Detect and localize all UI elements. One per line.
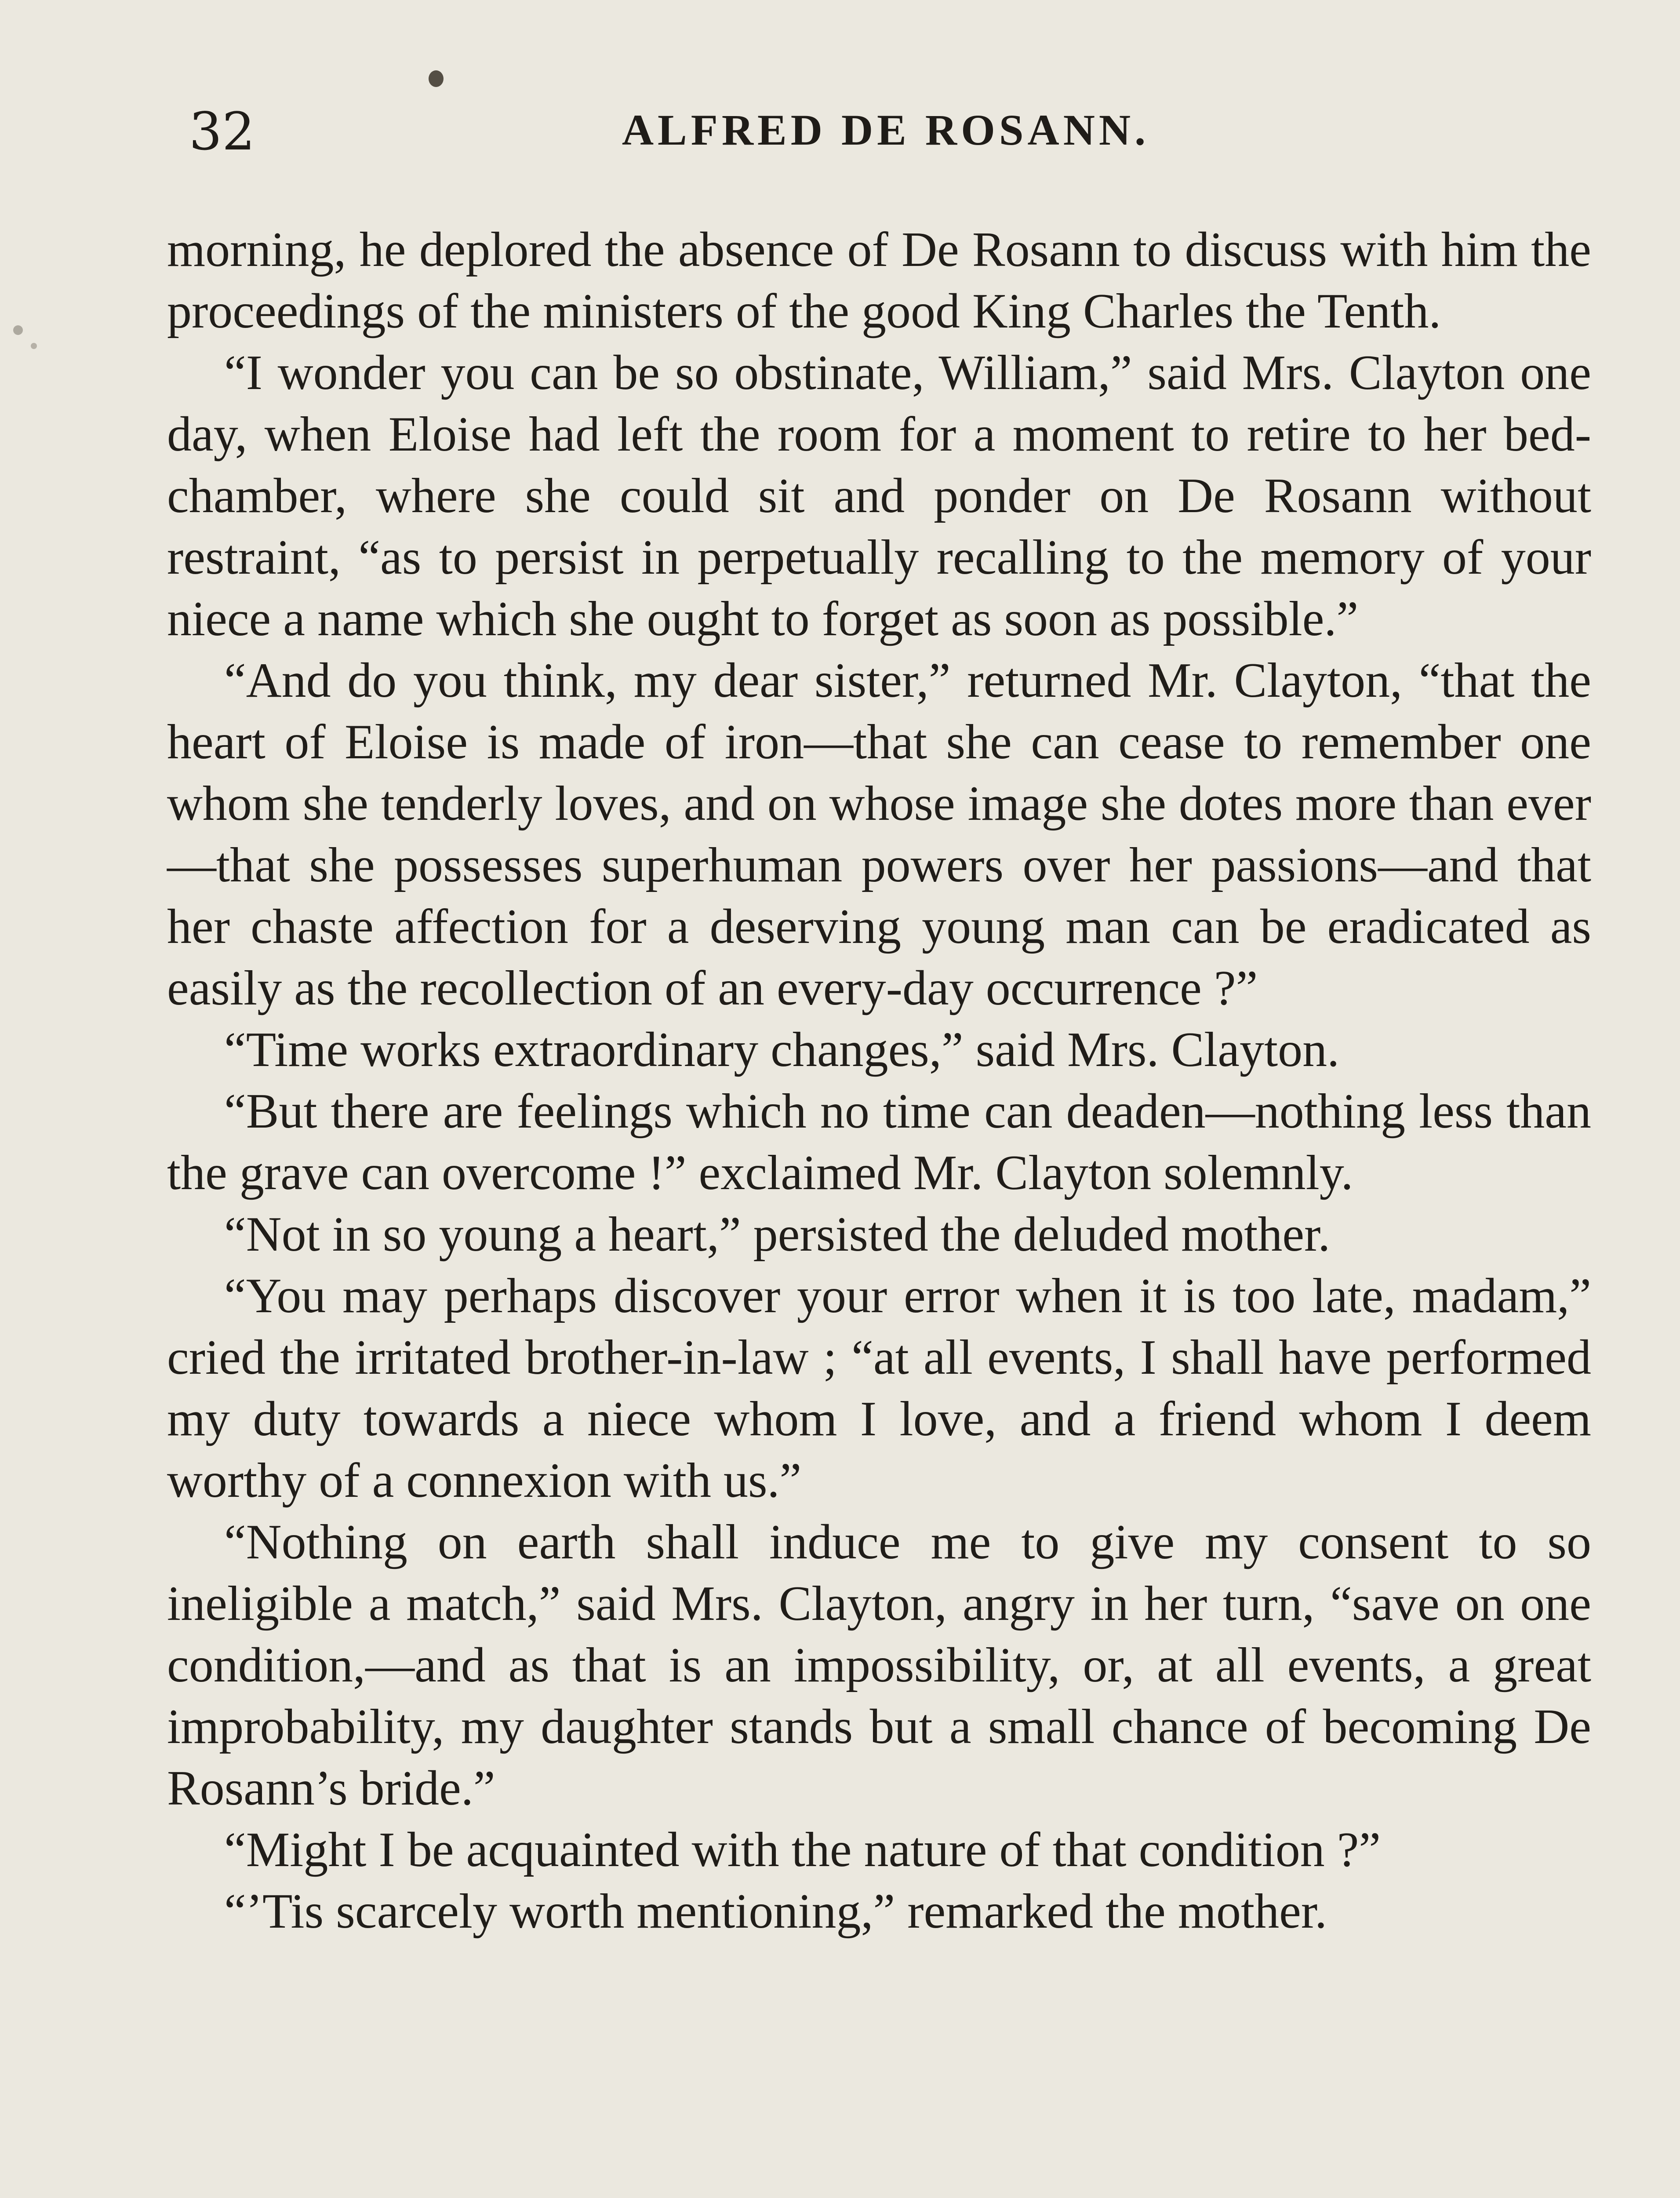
paragraph-7: “You may perhaps discover your error when it is too late, madam,” cried the irritated brother-in-law ; “at all events, I shall have performed my duty towards a niece whom I love, and a friend whom I deem worthy of a connexion with us.” bbox=[167, 1269, 1591, 1508]
paragraph-4: “Time works extraordinary changes,” said Mrs. Clayton. bbox=[224, 1023, 1340, 1077]
paragraph-1: morning, he deplored the absence of De Rosann to discuss with him the proceedings of the ministers of the good King Charles the Tenth. bbox=[167, 222, 1591, 338]
paragraph-3: “And do you think, my dear sister,” returned Mr. Clayton, “that the heart of Eloise is made of iron—that she can cease to remember one whom she tenderly loves, and on whose image she dotes more than ever—that she possesses superhuman powers over her passions—and that her chaste affection for a deserving young man can be eradicated as easily as the recollection of an every-day occurrence ?” bbox=[167, 653, 1591, 1015]
ink-spot-top bbox=[429, 70, 444, 87]
paragraph-2: “I wonder you can be so obstinate, William,” said Mrs. Clayton one day, when Eloise had left the room for a moment to retire to her bed-chamber, where she could sit and ponder on De Rosann without restraint, “as to persist in perpetually recalling to the memory of your niece a name which she ought to forget as soon as possible.” bbox=[167, 346, 1591, 646]
paragraph-5: “But there are feelings which no time can deaden—nothing less than the grave can overcome !” exclaimed Mr. Clayton solemnly. bbox=[167, 1084, 1591, 1200]
ink-spot-left bbox=[13, 325, 23, 335]
paragraph-9: “Might I be acquainted with the nature of that condition ?” bbox=[224, 1823, 1381, 1877]
paragraph-8: “Nothing on earth shall induce me to give my consent to so ineligible a match,” said Mrs. Clayton, angry in her turn, “save on one condition,—and as that is an impossibility, or, at all events, a great improbability, my daughter stands but a small chance of becoming De Rosann’s bride.” bbox=[167, 1515, 1591, 1816]
ink-spot-left-small bbox=[31, 343, 37, 349]
page-number: 32 bbox=[189, 101, 255, 162]
body-text bbox=[167, 219, 1591, 1942]
paragraph-6: “Not in so young a heart,” persisted the deluded mother. bbox=[224, 1207, 1331, 1262]
running-head-title: ALFRED DE ROSANN. bbox=[622, 106, 1150, 154]
page-header bbox=[176, 97, 1596, 167]
paragraph-10: “’Tis scarcely worth mentioning,” remarked the mother. bbox=[224, 1884, 1327, 1939]
